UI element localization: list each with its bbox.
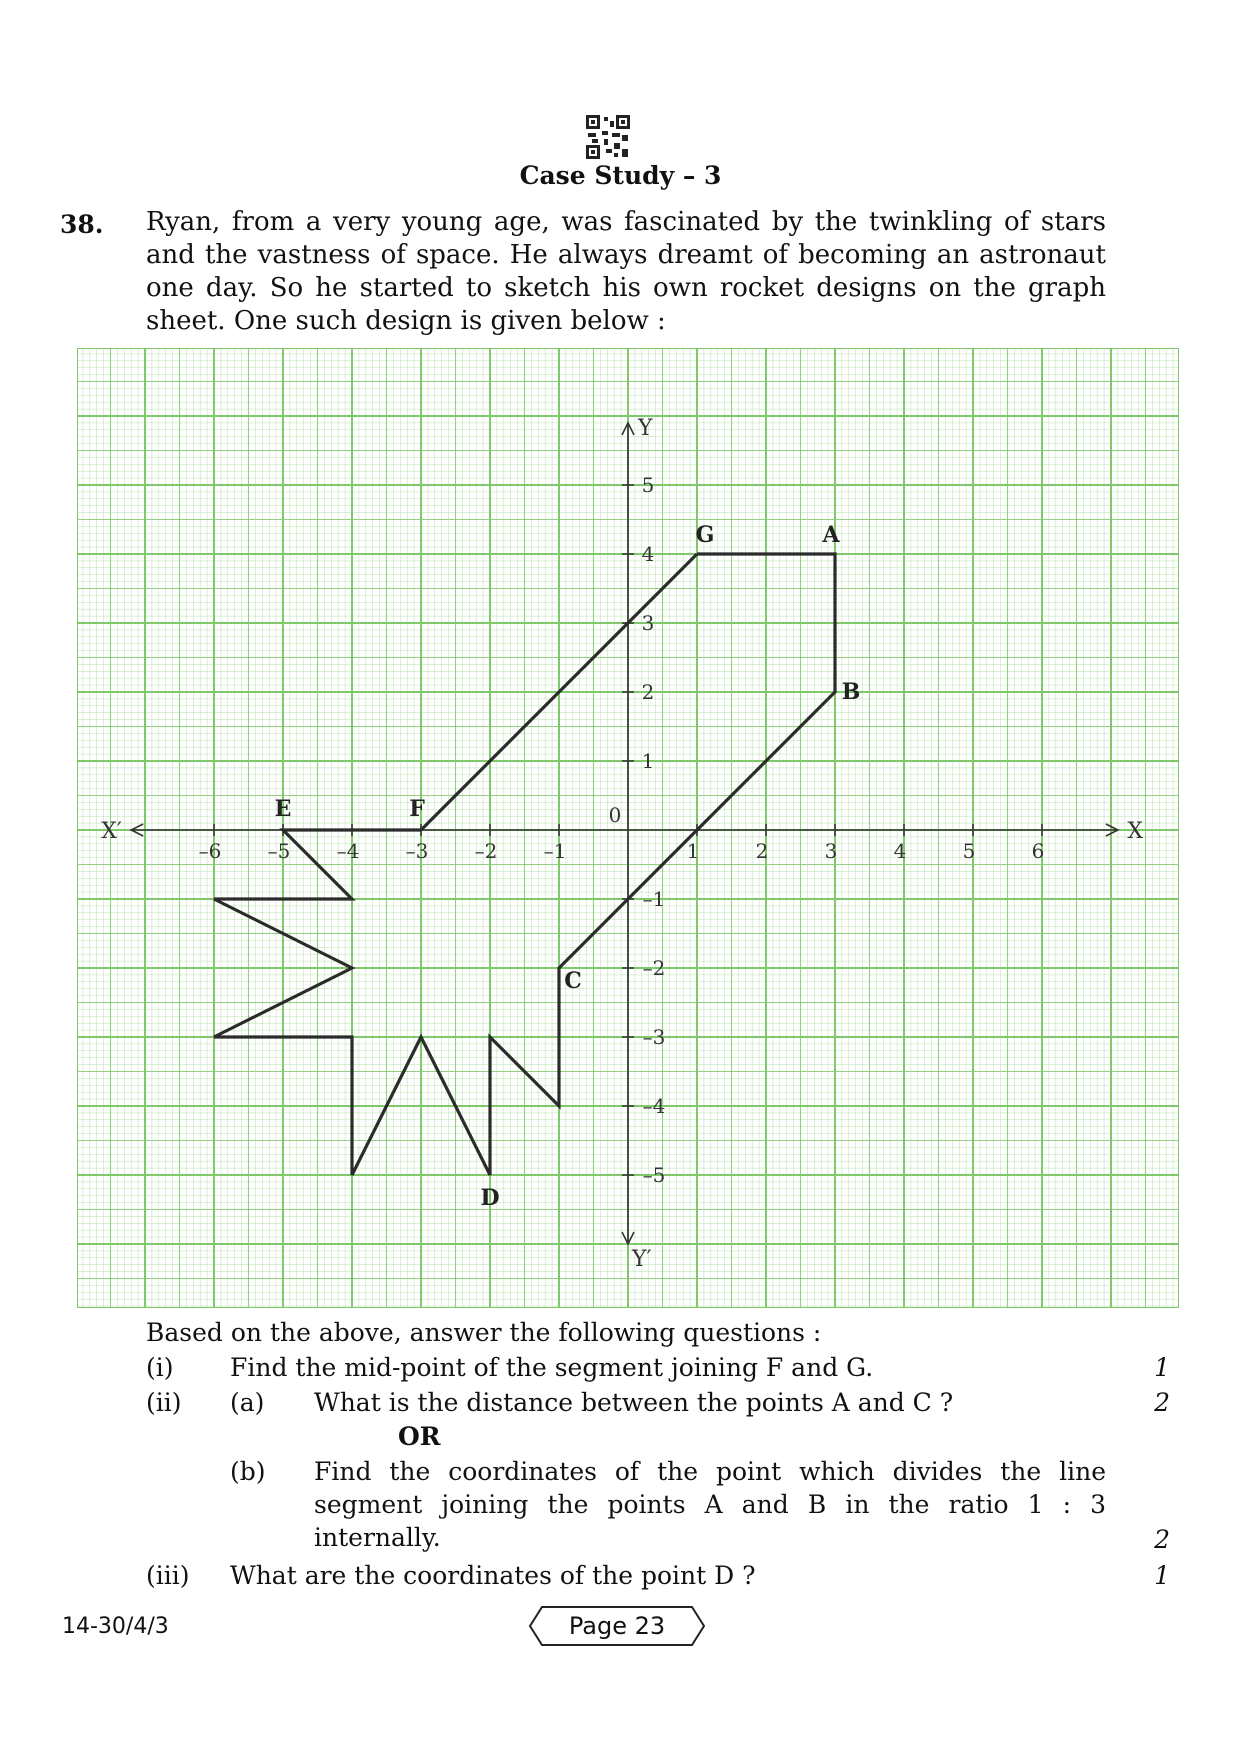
- point-label-b: B: [841, 679, 861, 705]
- y-tick-label: 5: [641, 473, 655, 497]
- y-tick-label: –4: [642, 1094, 666, 1118]
- y-neg-axis-label: Y′: [632, 1247, 652, 1272]
- y-tick-label: –2: [642, 956, 666, 980]
- questions-intro: Based on the above, answer the following questions :: [146, 1318, 822, 1347]
- x-tick-label: –1: [543, 839, 567, 863]
- x-neg-axis-label: X′: [101, 819, 122, 844]
- marks-iii: 1: [1154, 1561, 1170, 1590]
- page-number: Page 23: [568, 1612, 666, 1640]
- marks-ii-a: 2: [1154, 1388, 1170, 1417]
- question-ii-a-label: (a): [230, 1388, 265, 1417]
- y-tick-label: –1: [642, 887, 666, 911]
- x-tick-label: 3: [824, 839, 838, 863]
- x-tick-label: –3: [405, 839, 429, 863]
- x-tick-label: –2: [474, 839, 498, 863]
- y-tick-label: –3: [642, 1025, 666, 1049]
- x-tick-label: 5: [962, 839, 976, 863]
- marks-ii-b: 2: [1154, 1525, 1170, 1554]
- y-tick-label: 3: [641, 611, 655, 635]
- point-label-d: D: [480, 1185, 500, 1211]
- question-text: Ryan, from a very young age, was fascinated by the twinkling of stars and the vastness of space. He always dreamt of becoming an astronaut one day. So he started to sketch his own rocket designs on the graph sheet. One such design is given below :: [146, 207, 1106, 336]
- x-tick-label: –4: [336, 839, 360, 863]
- point-label-e: E: [274, 796, 292, 822]
- origin-label: 0: [608, 803, 622, 827]
- y-tick-label: 4: [641, 542, 655, 566]
- graph-sheet: [77, 348, 1179, 1308]
- y-axis-label: Y: [638, 415, 653, 441]
- x-tick-label: 4: [893, 839, 907, 863]
- y-tick-label: 2: [641, 680, 655, 704]
- question-ii-b-text: Find the coordinates of the point which divides the line segment joining the points A and B in the ratio 1 : 3 internally.: [314, 1457, 1106, 1552]
- question-num-iii: (iii): [146, 1561, 190, 1590]
- question-num-ii: (ii): [146, 1388, 182, 1417]
- paper-code: 14-30/4/3: [62, 1614, 169, 1639]
- x-tick-label: –5: [267, 839, 291, 863]
- qr-code-icon: [586, 115, 630, 159]
- point-label-a: A: [822, 522, 840, 548]
- or-separator: OR: [398, 1422, 441, 1451]
- question-ii-b-label: (b): [230, 1457, 266, 1486]
- x-tick-label: 6: [1031, 839, 1045, 863]
- y-tick-label: 1: [641, 749, 655, 773]
- point-label-f: F: [409, 796, 425, 822]
- question-number: 38.: [60, 210, 104, 239]
- y-tick-label: –5: [642, 1163, 666, 1187]
- question-ii-a-text: What is the distance between the points A and C ?: [314, 1388, 954, 1417]
- question-num-i: (i): [146, 1353, 174, 1382]
- x-tick-label: 1: [686, 839, 700, 863]
- question-i-text: Find the mid-point of the segment joining F and G.: [230, 1353, 874, 1382]
- x-axis-label: X: [1127, 819, 1144, 844]
- case-study-title: Case Study – 3: [519, 161, 722, 190]
- point-label-c: C: [564, 968, 582, 994]
- question-iii-text: What are the coordinates of the point D ?: [230, 1561, 756, 1590]
- marks-i: 1: [1154, 1353, 1170, 1382]
- point-label-g: G: [695, 522, 715, 548]
- x-tick-label: 2: [755, 839, 769, 863]
- x-tick-label: –6: [198, 839, 222, 863]
